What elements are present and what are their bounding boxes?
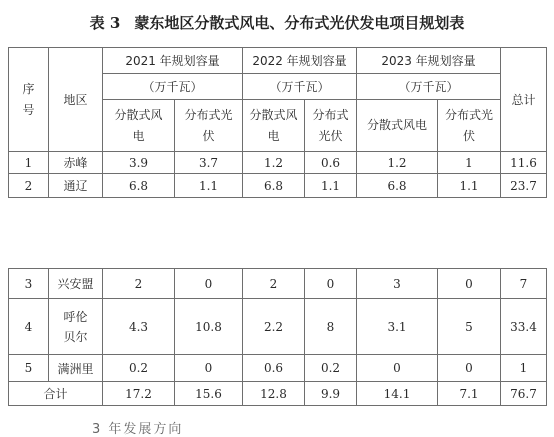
sum-solar-2022: 9.9 [305, 382, 357, 406]
sum-row [9, 382, 547, 406]
sum-wind-2023: 14.1 [357, 382, 438, 406]
cell-wind-2022: 0.6 [243, 355, 305, 382]
cell-wind-2021: 0.2 [103, 355, 175, 382]
header-wind-2021: 分散式风电 [103, 100, 175, 152]
cell-solar-2021: 10.8 [175, 299, 243, 355]
row-seq: 4 [9, 299, 49, 355]
cell-solar-2021: 3.7 [175, 152, 243, 174]
cell-total: 1 [501, 355, 547, 382]
header-unit-2022: （万千瓦） [243, 74, 357, 100]
table-row [9, 174, 547, 198]
row-seq: 2 [9, 174, 49, 198]
cell-total: 23.7 [501, 174, 547, 198]
row-region: 通辽 [49, 174, 103, 198]
cell-wind-2022: 1.2 [243, 152, 305, 174]
table-number: 表 3 [89, 14, 121, 32]
header-solar-2023: 分布式光伏 [438, 100, 501, 152]
header-year-2021: 2021 年规划容量 [103, 48, 243, 74]
header-solar-2022: 分布式光伏 [305, 100, 357, 152]
sum-wind-2021: 17.2 [103, 382, 175, 406]
cell-solar-2022: 0.2 [305, 355, 357, 382]
row-region: 满洲里 [49, 355, 103, 382]
cell-solar-2023: 1 [438, 152, 501, 174]
table-row [9, 299, 547, 355]
sum-solar-2021: 15.6 [175, 382, 243, 406]
cell-wind-2023: 6.8 [357, 174, 438, 198]
header-year-2022: 2022 年规划容量 [243, 48, 357, 74]
cell-solar-2023: 0 [438, 269, 501, 299]
header-region: 地区 [49, 48, 103, 152]
header-seq: 序号 [9, 48, 49, 152]
cell-solar-2022: 8 [305, 299, 357, 355]
sum-wind-2022: 12.8 [243, 382, 305, 406]
table-row [9, 355, 547, 382]
table-title: 蒙东地区分散式风电、分布式光伏发电项目规划表 [134, 14, 465, 32]
cell-solar-2021: 1.1 [175, 174, 243, 198]
table-row [9, 152, 547, 174]
cell-wind-2021: 2 [103, 269, 175, 299]
cell-total: 11.6 [501, 152, 547, 174]
capacity-table-part-2 [8, 268, 547, 406]
cell-wind-2021: 6.8 [103, 174, 175, 198]
table-caption [0, 12, 554, 33]
sum-solar-2023: 7.1 [438, 382, 501, 406]
cell-wind-2022: 2.2 [243, 299, 305, 355]
header-total: 总计 [501, 48, 547, 152]
table-row [9, 269, 547, 299]
cell-solar-2022: 1.1 [305, 174, 357, 198]
header-wind-2022: 分散式风电 [243, 100, 305, 152]
cell-wind-2021: 3.9 [103, 152, 175, 174]
capacity-table-part-1 [8, 47, 547, 198]
sum-total: 76.7 [501, 382, 547, 406]
cell-solar-2022: 0 [305, 269, 357, 299]
cut-off-heading: 3 年发展方向 [92, 422, 184, 437]
cell-wind-2021: 4.3 [103, 299, 175, 355]
header-year-2023: 2023 年规划容量 [357, 48, 501, 74]
cell-total: 33.4 [501, 299, 547, 355]
header-unit-2021: （万千瓦） [103, 74, 243, 100]
cell-wind-2022: 6.8 [243, 174, 305, 198]
row-seq: 3 [9, 269, 49, 299]
cell-wind-2023: 3 [357, 269, 438, 299]
cell-solar-2021: 0 [175, 355, 243, 382]
header-wind-2023: 分散式风电 [357, 100, 438, 152]
cell-solar-2021: 0 [175, 269, 243, 299]
cell-wind-2023: 0 [357, 355, 438, 382]
row-region: 赤峰 [49, 152, 103, 174]
row-seq: 1 [9, 152, 49, 174]
cell-solar-2023: 1.1 [438, 174, 501, 198]
cell-solar-2023: 5 [438, 299, 501, 355]
cell-solar-2023: 0 [438, 355, 501, 382]
cell-wind-2023: 3.1 [357, 299, 438, 355]
header-unit-2023: （万千瓦） [357, 74, 501, 100]
sum-label: 合计 [9, 382, 103, 406]
cell-solar-2022: 0.6 [305, 152, 357, 174]
cell-wind-2023: 1.2 [357, 152, 438, 174]
row-region: 兴安盟 [49, 269, 103, 299]
cell-wind-2022: 2 [243, 269, 305, 299]
header-solar-2021: 分布式光伏 [175, 100, 243, 152]
row-region: 呼伦贝尔 [49, 299, 103, 355]
row-seq: 5 [9, 355, 49, 382]
cell-total: 7 [501, 269, 547, 299]
